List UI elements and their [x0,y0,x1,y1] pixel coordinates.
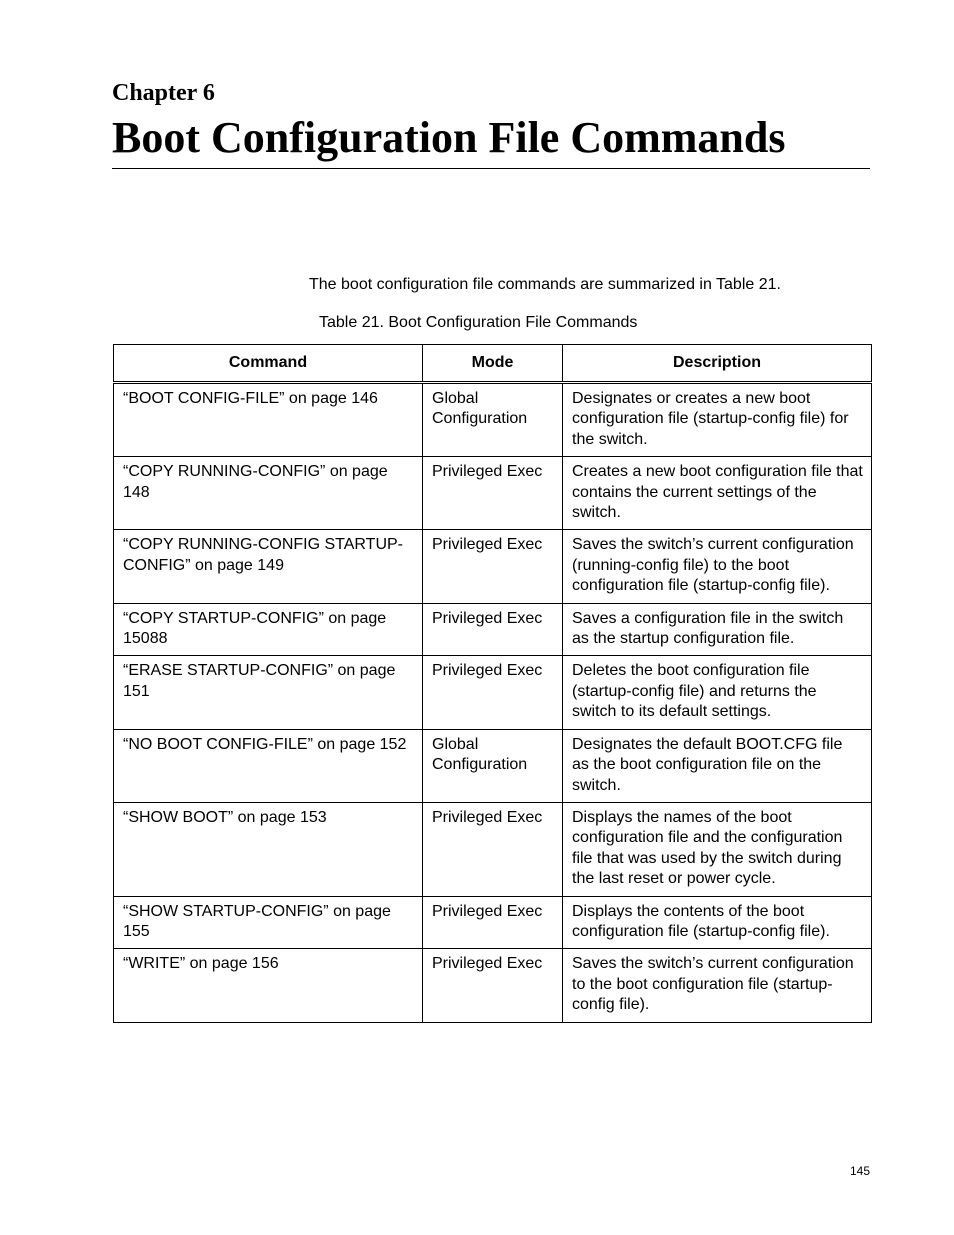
command-cell[interactable]: “ERASE STARTUP-CONFIG” on page 151 [114,656,423,729]
table-row [114,457,872,530]
description-cell: Deletes the boot configuration file (startup-config file) and returns the switch to its default settings. [563,656,872,729]
commands-table [113,344,872,1023]
table-row [114,603,872,656]
command-cell[interactable]: “SHOW BOOT” on page 153 [114,802,423,896]
column-header-command: Command [114,345,423,383]
description-cell: Saves a configuration file in the switch as the startup configuration file. [563,603,872,656]
table-row [114,530,872,603]
table-row [114,656,872,729]
column-header-mode: Mode [423,345,563,383]
description-cell: Creates a new boot configuration file that contains the current settings of the switch. [563,457,872,530]
table-header-row [114,345,872,383]
command-cell[interactable]: “COPY STARTUP-CONFIG” on page 15088 [114,603,423,656]
command-cell[interactable]: “WRITE” on page 156 [114,949,423,1022]
table-row [114,729,872,802]
description-cell: Designates or creates a new boot configuration file (startup-config file) for the switch. [563,383,872,457]
command-cell[interactable]: “COPY RUNNING-CONFIG STARTUP-CONFIG” on page 149 [114,530,423,603]
mode-cell: Global Configuration [423,729,563,802]
command-cell[interactable]: “BOOT CONFIG-FILE” on page 146 [114,383,423,457]
intro-paragraph: The boot configuration file commands are summarized in Table 21. [309,276,781,293]
mode-cell: Privileged Exec [423,802,563,896]
description-cell: Saves the switch’s current configuration (running-config file) to the boot configuration file (startup-config file). [563,530,872,603]
title-divider [112,168,870,169]
description-cell: Displays the contents of the boot configuration file (startup-config file). [563,896,872,949]
mode-cell: Privileged Exec [423,530,563,603]
mode-cell: Privileged Exec [423,603,563,656]
mode-cell: Privileged Exec [423,896,563,949]
page-number: 145 [850,1164,871,1178]
table-row [114,949,872,1022]
table-row [114,383,872,457]
command-cell[interactable]: “NO BOOT CONFIG-FILE” on page 152 [114,729,423,802]
table-row [114,802,872,896]
command-cell[interactable]: “SHOW STARTUP-CONFIG” on page 155 [114,896,423,949]
mode-cell: Privileged Exec [423,949,563,1022]
mode-cell: Privileged Exec [423,656,563,729]
description-cell: Saves the switch’s current configuration to the boot configuration file (startup-config file). [563,949,872,1022]
chapter-title: Boot Configuration File Commands [112,113,786,162]
column-header-description: Description [563,345,872,383]
mode-cell: Privileged Exec [423,457,563,530]
table-caption: Table 21. Boot Configuration File Commands [319,314,638,331]
chapter-label: Chapter 6 [112,80,215,106]
table-row [114,896,872,949]
description-cell: Designates the default BOOT.CFG file as the boot configuration file on the switch. [563,729,872,802]
command-cell[interactable]: “COPY RUNNING-CONFIG” on page 148 [114,457,423,530]
description-cell: Displays the names of the boot configuration file and the configuration file that was used by the switch during the last reset or power cycle. [563,802,872,896]
mode-cell: Global Configuration [423,383,563,457]
